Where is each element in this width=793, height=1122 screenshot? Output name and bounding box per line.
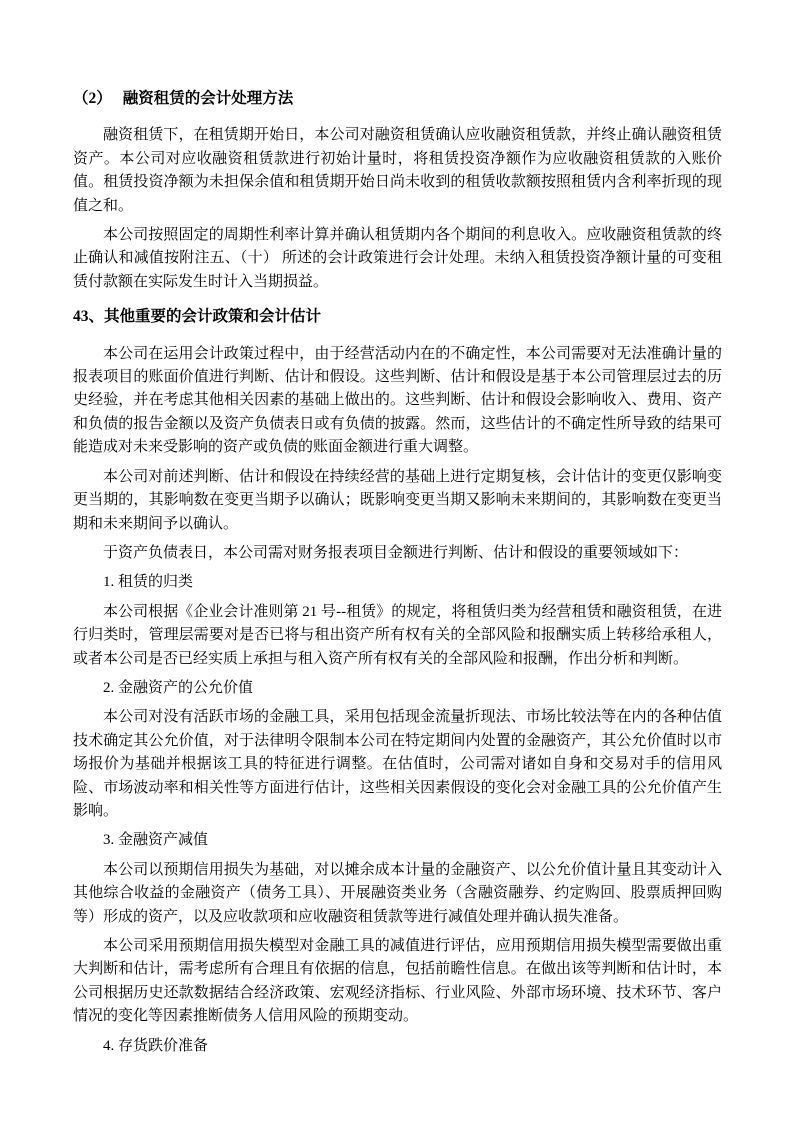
item-label-inventory-writedown: 4. 存货跌价准备 (103, 1037, 209, 1054)
item-lease-classification-paragraph: 本公司根据《企业会计准则第 21 号--租赁》的规定，将租赁归类为经营租赁和融资租赁，在进行归类时，管理层需要对是否已将与租出资产所有权有关的全部风险和报酬实质上转移给承租人，或者本公司是否已经实质上承担与租入资产所有权有关的全部风险和报酬，作出分析和判断。 (73, 603, 722, 667)
item-financial-asset-impairment-paragraph-1: 本公司以预期信用损失为基础，对以摊余成本计量的金融资产、以公允价值计量且其变动计入其他综合收益的金融资产（债务工具）、开展融资类业务（含融资融券、约定购回、股票质押回购等）形成的资产，以及应收款项和应收融资租赁款等进行减值处理并确认损失准备。 (73, 861, 722, 925)
finance-lease-paragraph-2: 本公司按照固定的周期性利率计算并确认租赁期内各个期间的利息收入。应收融资租赁款的终止确认和减值按附注五、（十） 所述的会计政策进行会计处理。未纳入租赁投资净额计量的可变租赁付款额在实际发生时计入当期损益。 (73, 227, 722, 290)
other-policies-heading-number: 43、 (73, 308, 105, 326)
finance-lease-heading (73, 87, 722, 110)
other-policies-intro-paragraph-2: 本公司对前述判断、估计和假设在持续经营的基础上进行定期复核，会计估计的变更仅影响变更当期的，其影响数在变更当期予以确认；既影响变更当期又影响未来期间的，其影响数在变更当期和未来期间予以确认。 (73, 468, 722, 532)
item-label-financial-asset-fair-value: 2. 金融资产的公允价值 (103, 679, 254, 696)
other-policies-heading (73, 305, 722, 328)
finance-lease-paragraph-1: 融资租赁下，在租赁期开始日，本公司对融资租赁确认应收融资租赁款，并终止确认融资租赁资产。本公司对应收融资租赁款进行初始计量时，将租赁投资净额作为应收融资租赁款的入账价值。租赁投资净额为未担保余值和租赁期开始日尚未收到的租赁收款额按照租赁内含利率折现的现值之和。 (73, 127, 722, 214)
other-policies-heading-title: 其他重要的会计政策和会计估计 (104, 308, 322, 326)
finance-lease-heading-title: 融资租赁的会计处理方法 (122, 90, 294, 107)
item-label-financial-asset-impairment: 3. 金融资产减值 (103, 832, 209, 849)
item-financial-asset-impairment-paragraph-2: 本公司采用预期信用损失模型对金融工具的减值进行评估，应用预期信用损失模型需要做出重大判断和估计，需考虑所有合理且有依据的信息，包括前瞻性信息。在做出该等判断和估计时，本公司根据历史还款数据结合经济政策、宏观经济指标、行业风险、外部市场环境、技术环节、客户情况的变化等因素推断债务人信用风险的预期变动。 (73, 938, 722, 1025)
item-label-lease-classification: 1. 租赁的归类 (103, 574, 194, 591)
other-policies-intro-paragraph-1: 本公司在运用会计政策过程中，由于经营活动内在的不确定性，本公司需要对无法准确计量的报表项目的账面价值进行判断、估计和假设。这些判断、估计和假设是基于本公司管理层过去的历史经验，并在考虑其他相关因素的基础上做出的。这些判断、估计和假设会影响收入、费用、资产和负债的报告金额以及资产负债表日或有负债的披露。然而，这些估计的不确定性所导致的结果可能造成对未来受影响的资产或负债的账面金额进行重大调整。 (73, 345, 722, 456)
other-policies-intro-paragraph-3: 于资产负债表日，本公司需对财务报表项目金额进行判断、估计和假设的重要领域如下： (103, 544, 689, 561)
item-financial-asset-fair-value-paragraph: 本公司对没有活跃市场的金融工具，采用包括现金流量折现法、市场比较法等在内的各种估值技术确定其公允价值，对于法律明令限制本公司在特定期间内处置的金融资产，其公允价值时以市场报价为基础并根据该工具的特征进行调整。在估值时，公司需对诸如自身和交易对手的信用风险、市场波动率和相关性等方面进行估计，这些相关因素假设的变化会对金融工具的公允价值产生影响。 (73, 709, 722, 819)
finance-lease-heading-number: （2） (73, 90, 112, 107)
